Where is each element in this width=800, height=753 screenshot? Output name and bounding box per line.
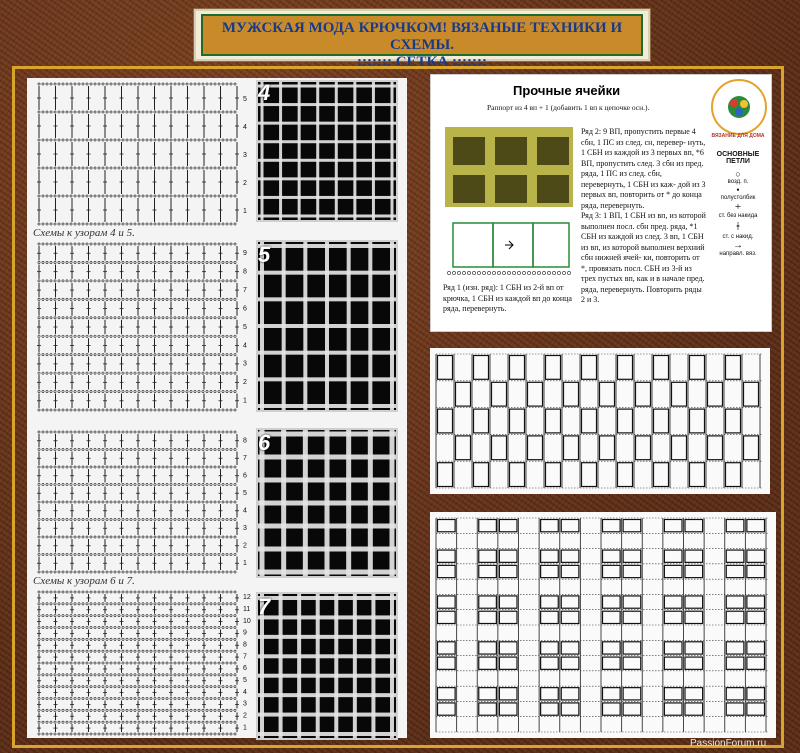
filet-chart-middle [430,348,770,494]
row-number: 2 [243,542,247,550]
row-number: 8 [243,268,247,276]
row-number: 1 [243,397,247,405]
row-number: 5 [243,676,247,684]
instruction-card [430,74,772,332]
row-number: 1 [243,560,247,567]
logo-text: ВЯЗАНИЕ ДЛЯ ДОМА [711,133,765,139]
card-repeat-note: Раппорт из 4 вп + 1 (добавить 1 вп к цепочке осн.). [487,103,650,112]
slip-stitch-icon: • [736,185,740,195]
chain-stitch-icon: ○ [735,169,741,179]
row-number: 5 [243,95,247,103]
direction-arrow-icon: → [733,240,743,251]
mesh-pattern-4 [258,82,396,220]
crochet-chart-2 [37,243,247,411]
single-crochet-icon: + [734,201,742,213]
row-number: 2 [243,712,247,720]
legend-item-2: ст. без накида [718,213,758,219]
right-chart-middle [430,348,770,494]
mesh-pattern-7 [258,594,396,738]
row-number: 7 [243,653,247,661]
legend-title: ОСНОВНЫЕ ПЕТЛИ [716,151,760,165]
row-number: 4 [243,507,247,515]
row-number: 9 [243,250,247,258]
row-number: 4 [243,342,247,350]
card-row1-text: Ряд 1 (изн. ряд): 1 СБН из 2-й вп от крючка, 1 СБН из каждой вп до конца ряда, перевернуть. [443,283,572,313]
header-title: МУЖСКАЯ МОДА КРЮЧКОМ! ВЯЗАНЫЕ ТЕХНИКИ И СХЕМЫ. [221,20,623,53]
row-number: 6 [243,305,247,313]
page-header [194,9,650,70]
row-number: 5 [243,490,247,497]
row-number: 4 [243,688,247,696]
row-number: 9 [243,629,247,637]
swatch-pattern-5 [256,240,398,412]
yarn-mesh-image [445,127,573,207]
row-number: 11 [243,605,251,613]
row-number: 7 [243,286,247,294]
filet-chart-bottom [430,512,776,738]
row-number: 6 [243,665,247,673]
pattern-number-5: 5 [258,242,271,267]
caption-patterns-6-7: Схемы к узорам 6 и 7. [33,575,135,587]
row-number: 4 [243,123,247,131]
row-diagram [445,215,575,279]
watermark: PassionForum.ru [690,738,767,749]
row-number: 2 [243,379,247,387]
yarn-swatch-photo [445,127,573,207]
mesh-pattern-6 [258,430,396,576]
card-title: Прочные ячейки [513,83,621,98]
double-crochet-icon: ǂ [736,219,740,233]
row-number: 3 [243,360,247,368]
legend-item-4: направл. вяз. [719,251,757,257]
row-number: 12 [243,594,251,602]
row-number: 8 [243,437,247,445]
row-number: 5 [243,323,247,331]
header-banner [201,14,643,70]
crochet-chart-4 [37,591,251,735]
pattern-number-6: 6 [258,430,271,455]
magazine-logo [711,79,767,135]
legend-item-1: полустолбик [720,195,756,201]
row-number: 3 [243,525,247,532]
card-row2-text: Ряд 2: 9 ВП, пропустить первые 4 сбн, 1 ПС из след. сн, перевер- нуть, 1 СБН из каждой из 3 первых вп, *6 ВП, пропустить след. 3 сбн из пред. ряда, 1 ПС из след. сбн, перевернуть, 1 СБН из каж- дой из 3 первых вп, повторить от * до конца ряда, перевернуть. [581,127,706,210]
right-chart-bottom [430,512,776,738]
pattern-number-7: 7 [258,594,271,619]
row-number: 1 [243,207,247,215]
mesh-pattern-5 [258,242,396,410]
logo-emblem [713,81,765,133]
swatch-pattern-4 [256,80,398,222]
legend-item-3: ст. с накид. [722,234,754,240]
stitch-legend [711,145,765,325]
swatch-pattern-7 [256,592,398,740]
row-number: 6 [243,472,247,480]
row-number: 3 [243,700,247,708]
crochet-chart-1 [37,83,247,225]
row-number: 1 [243,724,247,732]
header-subtitle: ::::::: СЕТКА ::::::: [357,54,487,70]
crochet-chart-3 [37,431,247,573]
row-number: 2 [243,179,247,187]
row-number: 8 [243,641,247,649]
caption-patterns-4-5: Схемы к узорам 4 и 5. [33,227,135,239]
row-number: 3 [243,151,247,159]
swatch-pattern-6 [256,428,398,578]
card-row3-text: Ряд 3: 1 ВП, 1 СБН из вп, из которой выполнен посл. сбн пред. ряда, *1 СБН из каждой из след. 3 вп, 1 СБН из вп, из которой выполнен верхний сбн нижней ячей- ки, повторить от *, провязать посл. СБН из 3-й из трех пустых вп, как и в начале пред. ряда, перевернуть. Повторить ряды 2 и 3. [581,211,706,304]
legend-item-0: возд. п. [727,179,749,185]
row-number: 7 [243,455,247,462]
pattern-number-4: 4 [258,80,271,105]
row-number: 10 [243,617,251,625]
